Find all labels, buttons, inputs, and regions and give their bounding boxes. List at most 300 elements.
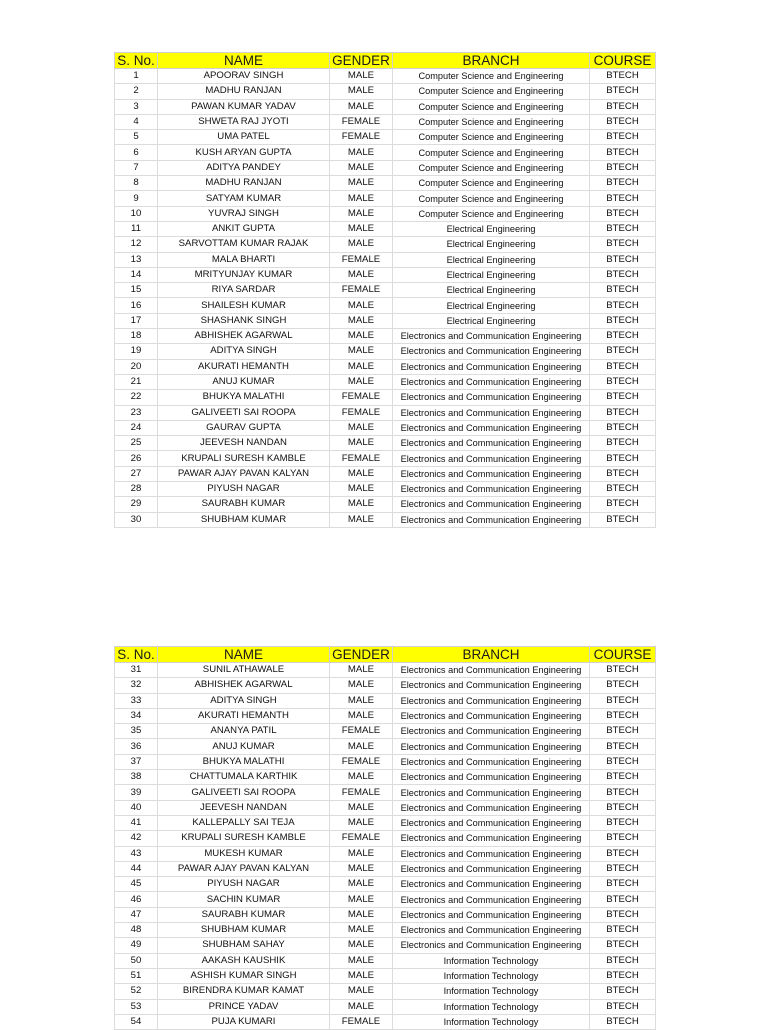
cell-course: BTECH bbox=[590, 907, 656, 922]
cell-sno: 9 bbox=[115, 191, 158, 206]
cell-branch: Electronics and Communication Engineering bbox=[393, 512, 590, 527]
cell-gender: MALE bbox=[330, 512, 393, 527]
cell-name: KRUPALI SURESH KAMBLE bbox=[158, 451, 330, 466]
cell-branch: Electronics and Communication Engineering bbox=[393, 877, 590, 892]
table-row bbox=[115, 130, 656, 145]
cell-sno: 22 bbox=[115, 390, 158, 405]
cell-gender: MALE bbox=[330, 861, 393, 876]
cell-name: ASHISH KUMAR SINGH bbox=[158, 968, 330, 983]
cell-branch: Electronics and Communication Engineering bbox=[393, 344, 590, 359]
cell-name: CHATTUMALA KARTHIK bbox=[158, 770, 330, 785]
cell-name: PIYUSH NAGAR bbox=[158, 877, 330, 892]
header-name: NAME bbox=[158, 53, 330, 69]
cell-course: BTECH bbox=[590, 84, 656, 99]
cell-branch: Electrical Engineering bbox=[393, 313, 590, 328]
cell-branch: Electronics and Communication Engineering bbox=[393, 693, 590, 708]
cell-course: BTECH bbox=[590, 344, 656, 359]
cell-name: SAURABH KUMAR bbox=[158, 497, 330, 512]
cell-sno: 32 bbox=[115, 678, 158, 693]
cell-branch: Electronics and Communication Engineering bbox=[393, 892, 590, 907]
header-branch: BRANCH bbox=[393, 53, 590, 69]
cell-sno: 7 bbox=[115, 160, 158, 175]
cell-branch: Computer Science and Engineering bbox=[393, 130, 590, 145]
cell-branch: Information Technology bbox=[393, 1014, 590, 1029]
cell-branch: Computer Science and Engineering bbox=[393, 84, 590, 99]
cell-sno: 23 bbox=[115, 405, 158, 420]
cell-course: BTECH bbox=[590, 329, 656, 344]
table-row bbox=[115, 846, 656, 861]
cell-course: BTECH bbox=[590, 800, 656, 815]
header-branch: BRANCH bbox=[393, 647, 590, 663]
cell-gender: MALE bbox=[330, 800, 393, 815]
cell-sno: 24 bbox=[115, 420, 158, 435]
cell-course: BTECH bbox=[590, 770, 656, 785]
table-row bbox=[115, 800, 656, 815]
cell-branch: Electronics and Communication Engineering bbox=[393, 420, 590, 435]
table-row bbox=[115, 420, 656, 435]
cell-branch: Electronics and Communication Engineering bbox=[393, 374, 590, 389]
header-sno: S. No. bbox=[115, 647, 158, 663]
cell-sno: 30 bbox=[115, 512, 158, 527]
cell-sno: 39 bbox=[115, 785, 158, 800]
cell-name: ADITYA PANDEY bbox=[158, 160, 330, 175]
cell-gender: MALE bbox=[330, 359, 393, 374]
cell-name: JEEVESH NANDAN bbox=[158, 800, 330, 815]
table-row bbox=[115, 69, 656, 84]
cell-course: BTECH bbox=[590, 846, 656, 861]
cell-course: BTECH bbox=[590, 877, 656, 892]
table-row bbox=[115, 221, 656, 236]
cell-course: BTECH bbox=[590, 359, 656, 374]
cell-gender: MALE bbox=[330, 191, 393, 206]
cell-sno: 38 bbox=[115, 770, 158, 785]
cell-sno: 2 bbox=[115, 84, 158, 99]
cell-branch: Computer Science and Engineering bbox=[393, 160, 590, 175]
cell-sno: 19 bbox=[115, 344, 158, 359]
cell-gender: MALE bbox=[330, 160, 393, 175]
cell-course: BTECH bbox=[590, 267, 656, 282]
cell-course: BTECH bbox=[590, 497, 656, 512]
cell-branch: Electrical Engineering bbox=[393, 283, 590, 298]
cell-gender: MALE bbox=[330, 815, 393, 830]
cell-branch: Electronics and Communication Engineering bbox=[393, 831, 590, 846]
table-row bbox=[115, 497, 656, 512]
cell-sno: 27 bbox=[115, 466, 158, 481]
cell-gender: MALE bbox=[330, 846, 393, 861]
cell-name: ANANYA PATIL bbox=[158, 724, 330, 739]
cell-sno: 28 bbox=[115, 482, 158, 497]
cell-name: MALA BHARTI bbox=[158, 252, 330, 267]
cell-branch: Electrical Engineering bbox=[393, 221, 590, 236]
cell-sno: 20 bbox=[115, 359, 158, 374]
cell-course: BTECH bbox=[590, 69, 656, 84]
cell-sno: 44 bbox=[115, 861, 158, 876]
cell-name: AKURATI HEMANTH bbox=[158, 708, 330, 723]
cell-name: SAURABH KUMAR bbox=[158, 907, 330, 922]
cell-branch: Computer Science and Engineering bbox=[393, 69, 590, 84]
cell-sno: 42 bbox=[115, 831, 158, 846]
cell-branch: Electronics and Communication Engineering bbox=[393, 451, 590, 466]
cell-branch: Electronics and Communication Engineering bbox=[393, 466, 590, 481]
cell-sno: 14 bbox=[115, 267, 158, 282]
cell-sno: 36 bbox=[115, 739, 158, 754]
cell-course: BTECH bbox=[590, 754, 656, 769]
cell-branch: Computer Science and Engineering bbox=[393, 99, 590, 114]
cell-sno: 49 bbox=[115, 938, 158, 953]
cell-sno: 13 bbox=[115, 252, 158, 267]
cell-name: UMA PATEL bbox=[158, 130, 330, 145]
cell-gender: FEMALE bbox=[330, 724, 393, 739]
cell-name: PRINCE YADAV bbox=[158, 999, 330, 1014]
cell-name: KALLEPALLY SAI TEJA bbox=[158, 815, 330, 830]
table-row bbox=[115, 999, 656, 1014]
cell-course: BTECH bbox=[590, 237, 656, 252]
cell-branch: Electronics and Communication Engineering bbox=[393, 861, 590, 876]
cell-course: BTECH bbox=[590, 466, 656, 481]
cell-course: BTECH bbox=[590, 390, 656, 405]
table-row bbox=[115, 451, 656, 466]
cell-sno: 54 bbox=[115, 1014, 158, 1029]
cell-name: KRUPALI SURESH KAMBLE bbox=[158, 831, 330, 846]
header-row bbox=[115, 647, 656, 663]
cell-name: PAWAN KUMAR YADAV bbox=[158, 99, 330, 114]
cell-name: SUNIL ATHAWALE bbox=[158, 663, 330, 678]
cell-gender: FEMALE bbox=[330, 754, 393, 769]
cell-name: PIYUSH NAGAR bbox=[158, 482, 330, 497]
cell-sno: 29 bbox=[115, 497, 158, 512]
cell-gender: MALE bbox=[330, 237, 393, 252]
table-row bbox=[115, 390, 656, 405]
cell-sno: 43 bbox=[115, 846, 158, 861]
cell-gender: MALE bbox=[330, 770, 393, 785]
cell-gender: MALE bbox=[330, 984, 393, 999]
cell-name: ANKIT GUPTA bbox=[158, 221, 330, 236]
cell-branch: Information Technology bbox=[393, 984, 590, 999]
table-row bbox=[115, 968, 656, 983]
cell-branch: Electronics and Communication Engineering bbox=[393, 923, 590, 938]
table-row bbox=[115, 313, 656, 328]
cell-gender: MALE bbox=[330, 739, 393, 754]
cell-name: GAURAV GUPTA bbox=[158, 420, 330, 435]
table-row bbox=[115, 708, 656, 723]
table-row bbox=[115, 466, 656, 481]
cell-branch: Electronics and Communication Engineering bbox=[393, 663, 590, 678]
cell-course: BTECH bbox=[590, 984, 656, 999]
cell-course: BTECH bbox=[590, 968, 656, 983]
cell-gender: MALE bbox=[330, 938, 393, 953]
table-row bbox=[115, 436, 656, 451]
cell-branch: Electronics and Communication Engineering bbox=[393, 329, 590, 344]
cell-course: BTECH bbox=[590, 160, 656, 175]
cell-name: ABHISHEK AGARWAL bbox=[158, 329, 330, 344]
cell-gender: MALE bbox=[330, 374, 393, 389]
table-row bbox=[115, 206, 656, 221]
cell-gender: MALE bbox=[330, 892, 393, 907]
cell-sno: 17 bbox=[115, 313, 158, 328]
table-row bbox=[115, 237, 656, 252]
cell-sno: 1 bbox=[115, 69, 158, 84]
cell-gender: MALE bbox=[330, 708, 393, 723]
cell-branch: Electronics and Communication Engineering bbox=[393, 846, 590, 861]
cell-course: BTECH bbox=[590, 938, 656, 953]
cell-course: BTECH bbox=[590, 130, 656, 145]
cell-name: BIRENDRA KUMAR KAMAT bbox=[158, 984, 330, 999]
cell-course: BTECH bbox=[590, 785, 656, 800]
cell-sno: 51 bbox=[115, 968, 158, 983]
cell-gender: MALE bbox=[330, 176, 393, 191]
cell-branch: Electrical Engineering bbox=[393, 237, 590, 252]
table-row bbox=[115, 176, 656, 191]
cell-gender: MALE bbox=[330, 298, 393, 313]
cell-name: GALIVEETI SAI ROOPA bbox=[158, 405, 330, 420]
table-row bbox=[115, 114, 656, 129]
cell-name: YUVRAJ SINGH bbox=[158, 206, 330, 221]
cell-course: BTECH bbox=[590, 1014, 656, 1029]
table-row bbox=[115, 359, 656, 374]
cell-name: GALIVEETI SAI ROOPA bbox=[158, 785, 330, 800]
cell-sno: 25 bbox=[115, 436, 158, 451]
cell-course: BTECH bbox=[590, 420, 656, 435]
cell-name: RIYA SARDAR bbox=[158, 283, 330, 298]
cell-course: BTECH bbox=[590, 512, 656, 527]
cell-gender: FEMALE bbox=[330, 451, 393, 466]
cell-sno: 34 bbox=[115, 708, 158, 723]
cell-gender: FEMALE bbox=[330, 390, 393, 405]
table-row bbox=[115, 892, 656, 907]
cell-branch: Electrical Engineering bbox=[393, 252, 590, 267]
cell-name: SARVOTTAM KUMAR RAJAK bbox=[158, 237, 330, 252]
cell-gender: MALE bbox=[330, 923, 393, 938]
cell-course: BTECH bbox=[590, 953, 656, 968]
table-row bbox=[115, 984, 656, 999]
cell-gender: MALE bbox=[330, 420, 393, 435]
table-row bbox=[115, 298, 656, 313]
cell-sno: 8 bbox=[115, 176, 158, 191]
cell-name: SHUBHAM SAHAY bbox=[158, 938, 330, 953]
cell-branch: Computer Science and Engineering bbox=[393, 145, 590, 160]
cell-name: ANUJ KUMAR bbox=[158, 374, 330, 389]
cell-name: ANUJ KUMAR bbox=[158, 739, 330, 754]
cell-branch: Electronics and Communication Engineering bbox=[393, 708, 590, 723]
cell-course: BTECH bbox=[590, 693, 656, 708]
cell-branch: Electrical Engineering bbox=[393, 298, 590, 313]
cell-gender: MALE bbox=[330, 968, 393, 983]
header-gender: GENDER bbox=[330, 53, 393, 69]
cell-sno: 12 bbox=[115, 237, 158, 252]
cell-course: BTECH bbox=[590, 114, 656, 129]
cell-gender: FEMALE bbox=[330, 114, 393, 129]
cell-sno: 31 bbox=[115, 663, 158, 678]
cell-course: BTECH bbox=[590, 724, 656, 739]
cell-course: BTECH bbox=[590, 482, 656, 497]
cell-gender: MALE bbox=[330, 678, 393, 693]
cell-sno: 10 bbox=[115, 206, 158, 221]
header-course: COURSE bbox=[590, 647, 656, 663]
cell-course: BTECH bbox=[590, 221, 656, 236]
cell-gender: FEMALE bbox=[330, 831, 393, 846]
cell-gender: MALE bbox=[330, 466, 393, 481]
header-course: COURSE bbox=[590, 53, 656, 69]
cell-gender: FEMALE bbox=[330, 1014, 393, 1029]
cell-course: BTECH bbox=[590, 252, 656, 267]
student-table-2 bbox=[114, 646, 656, 1030]
cell-course: BTECH bbox=[590, 176, 656, 191]
cell-name: PAWAR AJAY PAVAN KALYAN bbox=[158, 861, 330, 876]
cell-course: BTECH bbox=[590, 708, 656, 723]
cell-name: SHWETA RAJ JYOTI bbox=[158, 114, 330, 129]
table-row bbox=[115, 953, 656, 968]
cell-name: APOORAV SINGH bbox=[158, 69, 330, 84]
cell-branch: Electronics and Communication Engineering bbox=[393, 739, 590, 754]
student-table-1 bbox=[114, 52, 656, 528]
cell-sno: 15 bbox=[115, 283, 158, 298]
cell-course: BTECH bbox=[590, 999, 656, 1014]
cell-branch: Electronics and Communication Engineering bbox=[393, 938, 590, 953]
cell-branch: Computer Science and Engineering bbox=[393, 114, 590, 129]
table-row bbox=[115, 663, 656, 678]
cell-sno: 46 bbox=[115, 892, 158, 907]
cell-gender: FEMALE bbox=[330, 252, 393, 267]
header-row bbox=[115, 53, 656, 69]
cell-sno: 41 bbox=[115, 815, 158, 830]
cell-name: ABHISHEK AGARWAL bbox=[158, 678, 330, 693]
cell-gender: FEMALE bbox=[330, 283, 393, 298]
header-sno: S. No. bbox=[115, 53, 158, 69]
cell-name: KUSH ARYAN GUPTA bbox=[158, 145, 330, 160]
cell-course: BTECH bbox=[590, 99, 656, 114]
table-row bbox=[115, 770, 656, 785]
cell-name: MADHU RANJAN bbox=[158, 84, 330, 99]
cell-name: JEEVESH NANDAN bbox=[158, 436, 330, 451]
cell-course: BTECH bbox=[590, 831, 656, 846]
cell-sno: 50 bbox=[115, 953, 158, 968]
cell-course: BTECH bbox=[590, 451, 656, 466]
cell-gender: MALE bbox=[330, 663, 393, 678]
cell-name: MUKESH KUMAR bbox=[158, 846, 330, 861]
cell-name: AKURATI HEMANTH bbox=[158, 359, 330, 374]
cell-sno: 6 bbox=[115, 145, 158, 160]
cell-gender: MALE bbox=[330, 221, 393, 236]
cell-branch: Electronics and Communication Engineering bbox=[393, 907, 590, 922]
cell-sno: 26 bbox=[115, 451, 158, 466]
cell-sno: 45 bbox=[115, 877, 158, 892]
table-row bbox=[115, 482, 656, 497]
cell-name: PUJA KUMARI bbox=[158, 1014, 330, 1029]
table-row bbox=[115, 267, 656, 282]
cell-gender: MALE bbox=[330, 344, 393, 359]
cell-branch: Computer Science and Engineering bbox=[393, 191, 590, 206]
cell-gender: MALE bbox=[330, 206, 393, 221]
cell-gender: FEMALE bbox=[330, 785, 393, 800]
header-gender: GENDER bbox=[330, 647, 393, 663]
table-row bbox=[115, 693, 656, 708]
cell-course: BTECH bbox=[590, 298, 656, 313]
cell-gender: FEMALE bbox=[330, 130, 393, 145]
cell-name: MADHU RANJAN bbox=[158, 176, 330, 191]
cell-name: BHUKYA MALATHI bbox=[158, 754, 330, 769]
cell-name: ADITYA SINGH bbox=[158, 344, 330, 359]
table-row bbox=[115, 739, 656, 754]
table-row bbox=[115, 252, 656, 267]
table-row bbox=[115, 99, 656, 114]
cell-course: BTECH bbox=[590, 815, 656, 830]
table-row bbox=[115, 724, 656, 739]
cell-gender: MALE bbox=[330, 84, 393, 99]
cell-sno: 5 bbox=[115, 130, 158, 145]
cell-course: BTECH bbox=[590, 663, 656, 678]
cell-branch: Electronics and Communication Engineering bbox=[393, 405, 590, 420]
cell-course: BTECH bbox=[590, 892, 656, 907]
cell-sno: 35 bbox=[115, 724, 158, 739]
cell-gender: FEMALE bbox=[330, 405, 393, 420]
cell-name: BHUKYA MALATHI bbox=[158, 390, 330, 405]
cell-course: BTECH bbox=[590, 405, 656, 420]
cell-course: BTECH bbox=[590, 191, 656, 206]
cell-sno: 21 bbox=[115, 374, 158, 389]
cell-sno: 53 bbox=[115, 999, 158, 1014]
cell-gender: MALE bbox=[330, 497, 393, 512]
cell-branch: Electronics and Communication Engineering bbox=[393, 359, 590, 374]
cell-branch: Electronics and Communication Engineering bbox=[393, 800, 590, 815]
cell-course: BTECH bbox=[590, 923, 656, 938]
cell-name: SHASHANK SINGH bbox=[158, 313, 330, 328]
table-row bbox=[115, 329, 656, 344]
cell-name: SACHIN KUMAR bbox=[158, 892, 330, 907]
cell-branch: Computer Science and Engineering bbox=[393, 206, 590, 221]
cell-sno: 3 bbox=[115, 99, 158, 114]
cell-name: SHUBHAM KUMAR bbox=[158, 512, 330, 527]
cell-branch: Electronics and Communication Engineering bbox=[393, 390, 590, 405]
cell-branch: Electronics and Communication Engineering bbox=[393, 482, 590, 497]
table-row bbox=[115, 145, 656, 160]
cell-sno: 40 bbox=[115, 800, 158, 815]
cell-sno: 37 bbox=[115, 754, 158, 769]
cell-course: BTECH bbox=[590, 678, 656, 693]
table-row bbox=[115, 831, 656, 846]
cell-name: SATYAM KUMAR bbox=[158, 191, 330, 206]
cell-branch: Electronics and Communication Engineering bbox=[393, 770, 590, 785]
cell-branch: Electronics and Communication Engineering bbox=[393, 815, 590, 830]
cell-course: BTECH bbox=[590, 145, 656, 160]
table-row bbox=[115, 283, 656, 298]
cell-course: BTECH bbox=[590, 739, 656, 754]
table-row bbox=[115, 877, 656, 892]
cell-branch: Electronics and Communication Engineering bbox=[393, 436, 590, 451]
cell-branch: Electronics and Communication Engineering bbox=[393, 724, 590, 739]
table-row bbox=[115, 344, 656, 359]
cell-gender: MALE bbox=[330, 953, 393, 968]
cell-name: MRITYUNJAY KUMAR bbox=[158, 267, 330, 282]
cell-branch: Information Technology bbox=[393, 968, 590, 983]
table-row bbox=[115, 815, 656, 830]
cell-gender: MALE bbox=[330, 877, 393, 892]
cell-sno: 33 bbox=[115, 693, 158, 708]
cell-name: ADITYA SINGH bbox=[158, 693, 330, 708]
cell-course: BTECH bbox=[590, 374, 656, 389]
cell-branch: Electronics and Communication Engineering bbox=[393, 785, 590, 800]
cell-sno: 52 bbox=[115, 984, 158, 999]
table-row bbox=[115, 374, 656, 389]
cell-branch: Information Technology bbox=[393, 953, 590, 968]
cell-gender: MALE bbox=[330, 313, 393, 328]
cell-sno: 11 bbox=[115, 221, 158, 236]
cell-branch: Computer Science and Engineering bbox=[393, 176, 590, 191]
cell-course: BTECH bbox=[590, 283, 656, 298]
cell-sno: 16 bbox=[115, 298, 158, 313]
table-row bbox=[115, 678, 656, 693]
cell-course: BTECH bbox=[590, 436, 656, 451]
cell-gender: MALE bbox=[330, 693, 393, 708]
